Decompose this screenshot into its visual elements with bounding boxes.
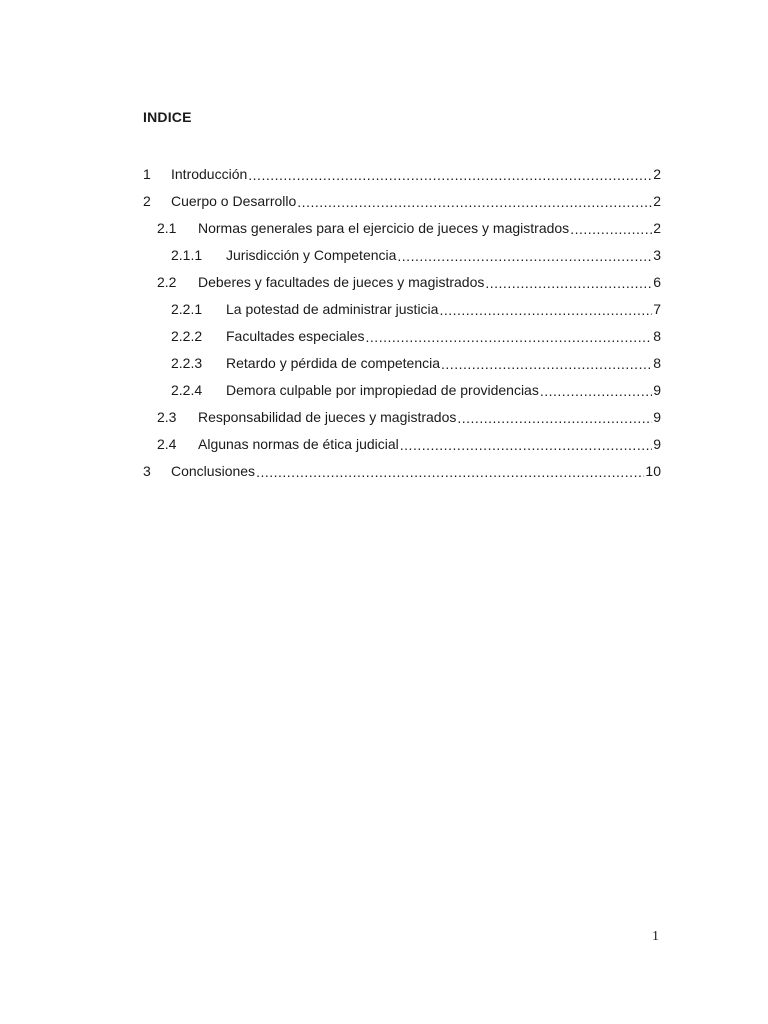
toc-title: INDICE bbox=[143, 109, 192, 125]
toc-entry-page: 7 bbox=[653, 300, 661, 317]
toc-entry-text: Algunas normas de ética judicial bbox=[198, 435, 399, 452]
toc-entry[interactable] bbox=[143, 268, 661, 295]
toc-entry-text: Normas generales para el ejercicio de jueces y magistrados bbox=[198, 219, 570, 236]
toc-entry[interactable] bbox=[143, 214, 661, 241]
toc-dot-leader bbox=[400, 437, 652, 453]
toc-entry-number: 2.2.2 bbox=[171, 327, 203, 344]
toc-dot-leader bbox=[439, 302, 652, 318]
toc-entry[interactable] bbox=[143, 376, 661, 403]
toc-entry-number: 2.2 bbox=[157, 273, 177, 290]
toc-dot-leader bbox=[570, 221, 652, 237]
toc-entry[interactable] bbox=[143, 457, 661, 484]
toc-dot-leader bbox=[297, 194, 652, 210]
toc-entry-number: 2.1.1 bbox=[171, 246, 203, 263]
toc-entry[interactable] bbox=[143, 430, 661, 457]
toc-entry-text: Responsabilidad de jueces y magistrados bbox=[198, 408, 457, 425]
toc-entry-text: Demora culpable por impropiedad de providencias bbox=[226, 381, 539, 398]
toc-entry[interactable] bbox=[143, 322, 661, 349]
toc-entry[interactable] bbox=[143, 160, 661, 187]
toc-entry-page: 9 bbox=[653, 435, 661, 452]
toc-entry-number: 2.2.4 bbox=[171, 381, 203, 398]
toc-entry-number: 2.2.1 bbox=[171, 300, 203, 317]
toc-dot-leader bbox=[366, 329, 653, 345]
toc-entry-page: 10 bbox=[645, 462, 661, 479]
toc-dot-leader bbox=[457, 410, 652, 426]
toc-entry-text: Cuerpo o Desarrollo bbox=[171, 192, 297, 209]
toc-dot-leader bbox=[485, 275, 652, 291]
toc-entry-page: 8 bbox=[653, 354, 661, 371]
toc-entry-text: Deberes y facultades de jueces y magistrados bbox=[198, 273, 485, 290]
toc-entry-page: 9 bbox=[653, 408, 661, 425]
toc-entry-number: 3 bbox=[143, 462, 151, 479]
toc-dot-leader bbox=[441, 356, 652, 372]
page-number: 1 bbox=[652, 929, 659, 944]
toc-entry-text: La potestad de administrar justicia bbox=[226, 300, 439, 317]
toc-dot-leader bbox=[256, 464, 644, 480]
toc-entry-number: 2.4 bbox=[157, 435, 177, 452]
toc-dot-leader bbox=[397, 248, 652, 264]
toc-dot-leader bbox=[248, 167, 652, 183]
toc-entry-text: Introducción bbox=[171, 165, 248, 182]
toc-entry-number: 1 bbox=[143, 165, 151, 182]
toc-entry-page: 6 bbox=[653, 273, 661, 290]
toc-entry-number: 2.2.3 bbox=[171, 354, 203, 371]
toc-entry[interactable] bbox=[143, 403, 661, 430]
toc-entry-number: 2 bbox=[143, 192, 151, 209]
toc-entry-text: Jurisdicción y Competencia bbox=[226, 246, 397, 263]
toc-entry[interactable] bbox=[143, 295, 661, 322]
toc-entry[interactable] bbox=[143, 187, 661, 214]
toc-entry-number: 2.1 bbox=[157, 219, 177, 236]
toc-entry-number: 2.3 bbox=[157, 408, 177, 425]
toc-entry-page: 9 bbox=[653, 381, 661, 398]
toc-entry-page: 3 bbox=[653, 246, 661, 263]
toc-entry-page: 2 bbox=[653, 165, 661, 182]
toc-list bbox=[143, 160, 661, 484]
toc-dot-leader bbox=[540, 383, 652, 399]
toc-entry[interactable] bbox=[143, 349, 661, 376]
toc-entry-text: Retardo y pérdida de competencia bbox=[226, 354, 441, 371]
toc-entry-page: 2 bbox=[653, 192, 661, 209]
toc-entry-text: Conclusiones bbox=[171, 462, 256, 479]
toc-entry-page: 8 bbox=[653, 327, 661, 344]
toc-entry-page: 2 bbox=[653, 219, 661, 236]
toc-entry[interactable] bbox=[143, 241, 661, 268]
toc-entry-text: Facultades especiales bbox=[226, 327, 365, 344]
